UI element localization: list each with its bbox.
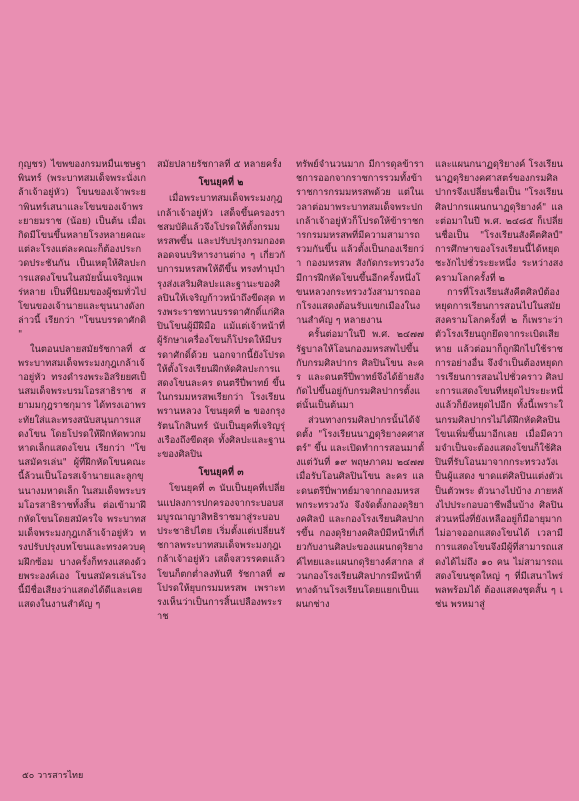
body-paragraph: กุญชร) ไขพของกรมหมื่นเชษฐาพินทร์ (พระบาทสมเด็จพระนั่งเกล้าเจ้าอยู่หัว) โขนของเจ้าพระยาพินทร์เสนาและโขนของเจ้าพระยายมราช (น้อย) เป็นต้น เมื่อเกิดมีโขนขึ้นหลายโรงหลายคณะ แต่ละโรงแต่ละคณะก็ต้องประกวดประชันกัน เป็นเหตุให้ศิลปะการแสดงโขนในสมัยนั้นเจริญแพร่หลาย เป็นที่นิยมของผู้ชมทั่วไป โขนของเจ้านายและขุนนางดังกล่าวนี้ เรียกว่า "โขนบรรดาศักดิ์" xyxy=(18,159,146,341)
column-3 xyxy=(296,158,424,758)
body-paragraph: ครั้นต่อมาในปี พ.ศ. ๒๔๗๗ รัฐบาลให้โอนกองมหรสพไปขึ้นกับกรมศิลปากร ศิลปินโขน ละคร และดนตรีปี่พาทย์จึงได้ย้ายสังกัดไปขึ้นอยู่กับกรมศิลปากรตั้งแต่นั้นเป็นต้นมา xyxy=(296,329,424,412)
column-4 xyxy=(435,158,563,758)
column-1 xyxy=(18,158,146,758)
publication-name: วารสารไทย xyxy=(37,771,84,781)
column-2 xyxy=(157,158,285,758)
body-paragraph: ในตอนปลายสมัยรัชกาลที่ ๕ พระบาทสมเด็จพระมงกุฎเกล้าเจ้าอยู่หัว ทรงดำรงพระอิสริยยศเป็นสมเด็จพระบรมโอรสาธิราช สยามมกุฎราชกุมาร ได้ทรงเอาพระทัยใส่และทรงสนับสนุนการแสดงโขน โดยโปรดให้ฝึกหัดพวกมหาดเล็กแสดงโขน เรียกว่า "โขนสมัครเล่น" ผู้ที่ฝึกหัดโขนคณะนี้ล้วนเป็นโอรสเจ้านายและลูกขุนนางมหาดเล็ก ในสมเด็จพระบรมโอรสาธิราชทั้งสิ้น ต่อเข้ามาฝึกหัดโขนโดยสมัครใจ พระบาทสมเด็จพระมงกุฎเกล้าเจ้าอยู่หัว ทรงปรับปรุงบทโขนและทรงควบคุมฝึกซ้อม บางครั้งก็ทรงแสดงด้วยพระองค์เอง โขนสมัครเล่นโรงนี้มีชื่อเสียงว่าแสดงได้ดีและเคยแสดงในงานสำคัญ ๆ xyxy=(18,343,146,611)
section-heading: โขนยุคที่ ๒ xyxy=(198,177,244,189)
body-paragraph: การที่โรงเรียนสังคีตศิลป์ต้องหยุดการเรียนการสอนไปในสมัยสงครามโลกครั้งที่ ๒ ก็เพราะว่าตัวโรงเรียนถูกยึดจากระเบิดเสียหาย แล้วต่อมาก็ถูกฝึกไปใช้ราชการอย่างอื่น จึงจำเป็นต้องหยุดการเรียนการสอนไปชั่วคราว ศิลปะการแสดงโขนที่หยุดไประยะหนึ่งแล้วก็ยังหยุดไปอีก ทั้งนี้เพราะในกรมศิลปากรไม่ได้ฝึกหัดศิลปินโขนเพิ่มขึ้นมาอีกเลย เมื่อมีความจำเป็นจะต้องแสดงโขนก็ใช้ศิลปินที่รับโอนมาจากกระทรวงวังเป็นผู้แสดง ขาดแต่ศิลปินแต่งตัวเป็นตัวพระ ตัวนางไปบ้าง ภายหลังไปประกอบอาชีพอื่นบ้าง ศิลปินส่วนหนึ่งที่ยังเหลืออยู่ก็มีอายุมาก ไม่อาจออกแสดงโขนได้ เวลามีการแสดงโขนจึงมีผู้ที่สามารถแสดงได้ไม่ถึง ๑๐ คน ไม่สามารถแสดงโขนชุดใหญ่ ๆ ที่มีเสนาไพร่พลพร้อมได้ ต้องแสดงชุดสั้น ๆ เช่น พรหมาสู่ xyxy=(435,286,563,611)
body-paragraph: เมื่อพระบาทสมเด็จพระมงกุฎเกล้าเจ้าอยู่หัว เสด็จขึ้นครองราชสมบัติแล้วจึงโปรดให้ตั้งกรมมหรสพขึ้น และปรับปรุงกรมกองตลอดจนบริหารงานต่าง ๆ เกี่ยวกับการมหรสพให้ดีขึ้น ทรงทำนุบำรุงส่งเสริมศิลปะและฐานะของศิลปินให้เจริญก้าวหน้าถึงขีดสุด ทรงพระราชทานบรรดาศักดิ์แก่ศิลปินโขนผู้มีฝีมือ แม้แต่เจ้าหน้าที่ผู้รักษาเครื่องโขนก็โปรดให้มีบรรดาศักดิ์ด้วย นอกจากนี้ยังโปรดให้ตั้งโรงเรียนฝึกหัดศิลปะการแสดงโขนละคร ดนตรีปี่พาทย์ ขึ้นในกรมมหรสพเรียกว่า โรงเรียนพรานหลวง โขนยุคที่ ๒ ของกรุงรัตนโกสินทร์ นับเป็นยุคที่เจริญรุ่งเรืองถึงขีดสุด ทั้งศิลปะและฐานะของศิลปิน xyxy=(157,193,285,461)
page-footer xyxy=(22,768,83,782)
body-paragraph: และแผนกนาฏดุริยางค์ โรงเรียนนาฏดุริยางคศาสตร์ของกรมศิลปากรจึงเปลี่ยนชื่อเป็น "โรงเรียนศิลปากรแผนกนาฏดุริยางค์" และต่อมาในปี พ.ศ. ๒๔๘๕ ก็เปลี่ยนชื่อเป็น "โรงเรียนสังคีตศิลป์" การศึกษาของโรงเรียนนี้ได้หยุดชะงักไปชั่วระยะหนึ่ง ระหว่างสงครามโลกครั้งที่ ๒ xyxy=(435,159,563,284)
body-paragraph: ทรัพย์จำนวนมาก มีการดุลข้าราชการออกจากราชการรวมทั้งข้าราชการกรมมหรสพด้วย แต่ในเวลาต่อมาพระบาทสมเด็จพระปกเกล้าเจ้าอยู่หัวก็โปรดให้ข้าราชการกรมมหรสพที่มีความสามารถรวมกันขึ้น แล้วตั้งเป็นกองเรียกว่า กองมหรสพ สังกัดกระทรวงวังมีการฝึกหัดโขนขึ้นอีกครั้งหนึ่งโขนหลวงกระทรวงวังสามารถออกโรงแสดงต้อนรับแขกเมืองในงานสำคัญ ๆ หลายงาน xyxy=(296,159,424,327)
body-paragraph: ส่วนทางกรมศิลปากรนั้นได้จัดตั้ง "โรงเรียนนาฏดุริยางคศาสตร์" ขึ้น และเปิดทำการสอนมาตั้งแต่วันที่ ๑๙ พฤษภาคม ๒๔๗๗ เมื่อรับโอนศิลปินโขน ละคร และดนตรีปี่พาทย์มาจากกองมหรสพกระทรวงวัง จึงจัดตั้งกองดุริยางคศิลป์ และกองโรงเรียนศิลปากรขึ้น กองดุริยางคศิลป์มีหน้าที่เกี่ยวกับงานศิลปะของแผนกดุริยางค์ไทยและแผนกดุริยางค์สากล ส่วนกองโรงเรียนศิลปากรมีหน้าที่ทางด้านโรงเรียนโดยแยกเป็นแผนกช่าง xyxy=(296,414,424,611)
section-heading: โขนยุคที่ ๓ xyxy=(198,467,244,479)
body-paragraph: โขนยุคที่ ๓ นับเป็นยุคที่เปลี่ยนแปลงการปกครองจากระบอบสมบูรณาญาสิทธิราชมาสู่ระบอบประชาธิปไตย เริ่มตั้งแต่เปลี่ยนรัชกาลพระบาทสมเด็จพระมงกุฎเกล้าเจ้าอยู่หัว เสด็จสวรรคตแล้ว โขนก็ตกต่ำลงทันที รัชกาลที่ ๗ โปรดให้ยุบกรมมหรสพ เพราะทรงเห็นว่าเป็นการสิ้นเปลืองพระราช xyxy=(157,483,285,623)
page-number: ๕๐ xyxy=(22,771,35,781)
text-columns xyxy=(18,158,563,758)
body-paragraph: สมัยปลายรัชกาลที่ ๕ หลายครั้ง xyxy=(157,159,282,170)
